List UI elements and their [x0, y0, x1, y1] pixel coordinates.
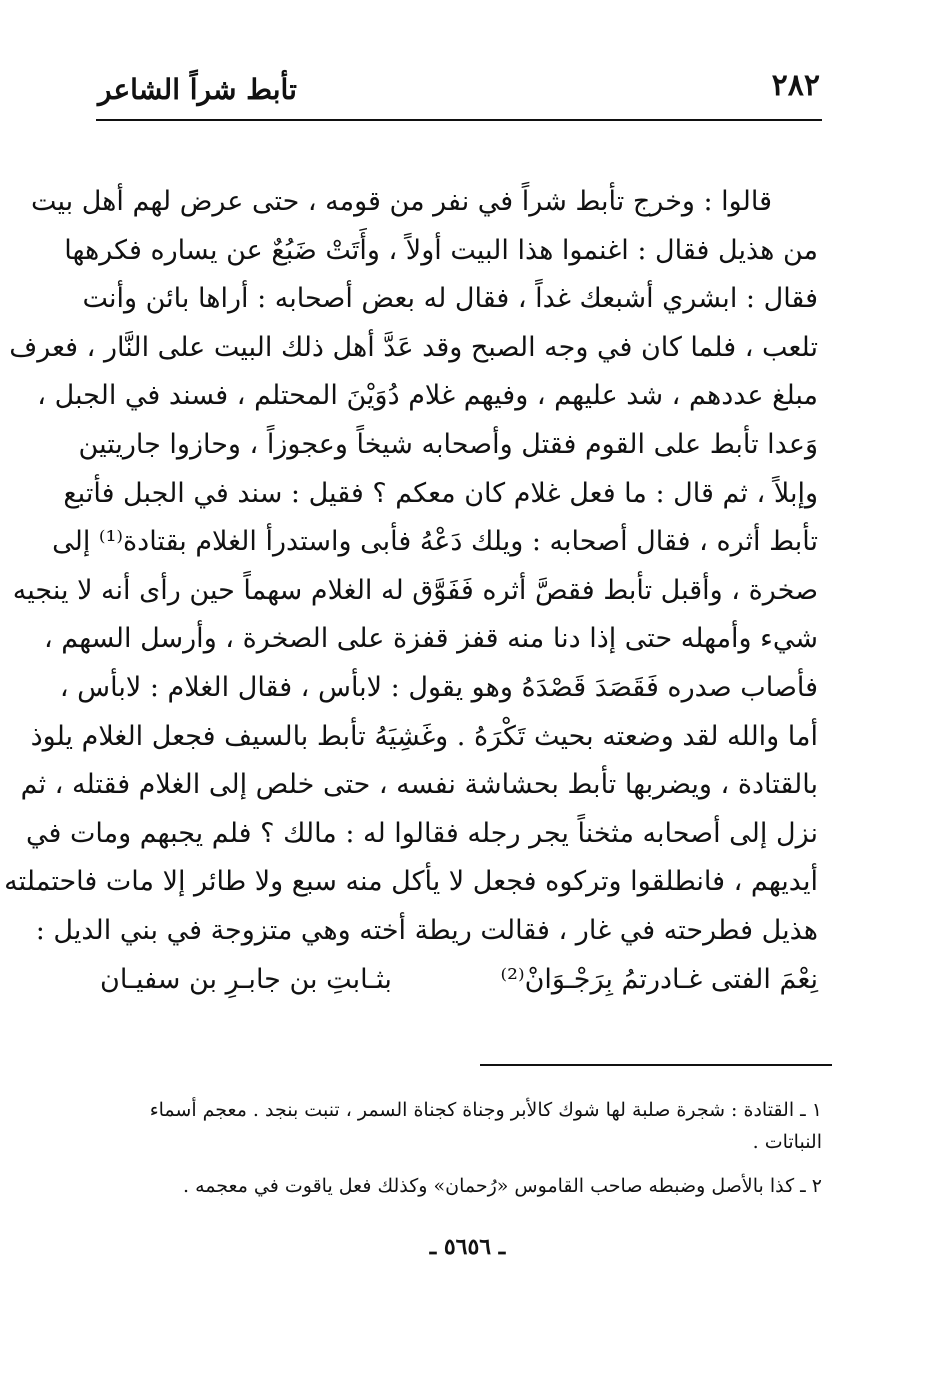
verse-second-hemistich: بثـابتِ بن جابـرِ بن سفيـان [100, 963, 392, 995]
body-text [4, 178, 818, 1004]
text-line: تأبط أثره ، فقال أصحابه : ويلك دَعْهُ فأبى واستدرأ الغلام بقتادة⁽¹⁾ إلى [52, 526, 818, 558]
text-line: نزل إلى أصحابه مثخناً يجر رجله فقالوا له : مالك ؟ فلم يجبهم ومات في [25, 817, 818, 849]
text-line: أيديهم ، فانطلقوا وتركوه فجعل لا يأكل منه سبع ولا طائر إلا مات فاحتملته [4, 866, 818, 898]
text-line: وإبلاً ، ثم قال : ما فعل غلام كان معكم ؟ فقيل : سند في الجبل فأتبع [63, 477, 818, 509]
verse-first-hemistich: نِعْمَ الفتى غـادرتمُ بِرَجْـوَانْ⁽²⁾ [500, 963, 818, 995]
footnote-2 [110, 1170, 822, 1202]
text-line: قالوا : وخرج تأبط شراً في نفر من قومه ، حتى عرض لهم أهل بيت [30, 186, 772, 217]
text-line: من هذيل فقال : اغنموا هذا البيت أولاً ، وأَتَتْ ضَبُعٌ عن يساره فكرهها [64, 234, 818, 266]
footnote-1 [110, 1094, 822, 1158]
footnotes [110, 1094, 822, 1214]
footnote-number: ٢ ـ [800, 1175, 822, 1197]
running-header [98, 60, 820, 116]
page-number: ٢٨٢ [771, 68, 820, 103]
verse-line [100, 956, 818, 1005]
footnote-text: كذا بالأصل وضبطه صاحب القاموس «رُحمان» وكذلك فعل ياقوت في معجمه . [183, 1175, 795, 1197]
text-line: بالقتادة ، ويضربها تأبط بحشاشة نفسه ، حتى خلص إلى الغلام فقتله ، ثم [20, 769, 818, 801]
text-line: فأصاب صدره فَقَصَدَ قَصْدَهُ وهو يقول : لابأس ، فقال الغلام : لابأس ، [59, 671, 818, 703]
text-line: فقال : ابشري أشبعك غداً ، فقال له بعض أصحابه : أراها بائن وأنت [82, 283, 818, 315]
footnote-text: القتادة : شجرة صلبة لها شوك كالأبر وجناة كجناة السمر ، تنبت بنجد . معجم أسماء النباتات . [149, 1099, 822, 1153]
folio-number: ـ ٥٦٥٦ ـ [429, 1234, 506, 1260]
text-line: أما والله لقد وضعته بحيث تَكْرَهُ . وغَشِيَهُ تأبط بالسيف فجعل الغلام يلوذ [30, 720, 818, 752]
text-line: هذيل فطرحته في غار ، فقالت ريطة أخته وهي متزوجة في بني الديل : [35, 914, 818, 946]
text-line: شيء وأمهله حتى إذا دنا منه قفز قفزة على الصخرة ، وأرسل السهم ، [43, 623, 818, 655]
text-line: مبلغ عددهم ، شد عليهم ، وفيهم غلام دُوَيْنَ المحتلم ، فسند في الجبل ، [37, 380, 818, 412]
text-line: تلعب ، فلما كان في وجه الصبح وقد عَدَّ أهل ذلك البيت على النَّار ، فعرف [9, 331, 818, 363]
header-rule [96, 119, 822, 121]
text-line: صخرة ، وأقبل تأبط فقصَّ أثره فَفَوَّق له الغلام سهماً حين رأى أنه لا ينجيه [12, 574, 818, 606]
book-title: تأبط شراً الشاعر [98, 73, 297, 106]
footnote-number: ١ ـ [800, 1099, 822, 1121]
text-line: وَعدا تأبط على القوم فقتل وأصحابه شيخاً وعجوزاً ، وحازوا جاريتين [78, 428, 818, 460]
footnote-rule [480, 1064, 832, 1066]
